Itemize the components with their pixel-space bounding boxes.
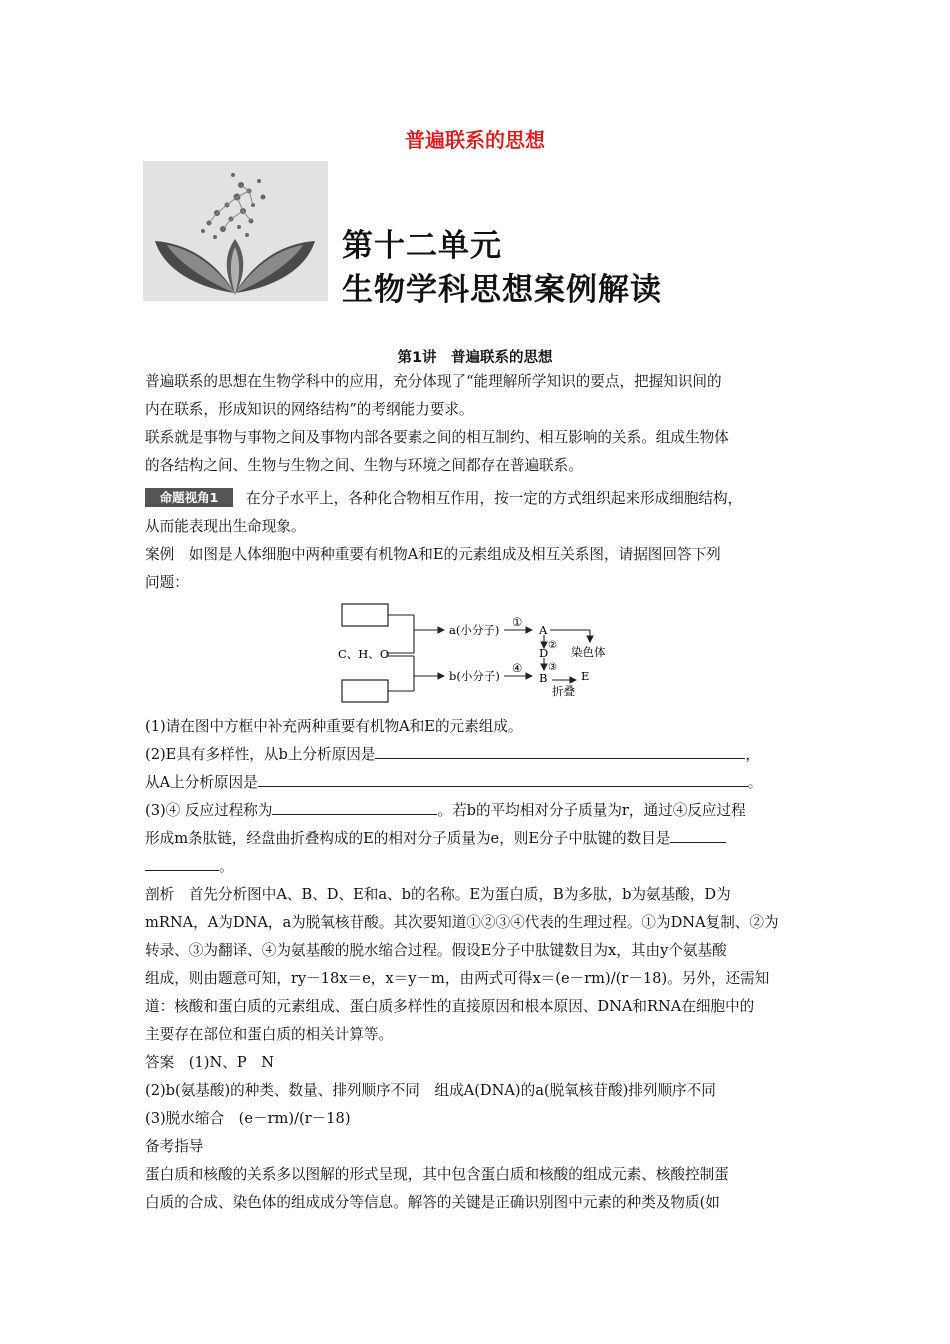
process-4: ④ xyxy=(512,661,523,675)
banner-illustration xyxy=(143,161,328,301)
fold-label: 折叠 xyxy=(552,684,575,698)
question-3b: 形成m条肽链，经盘曲折叠构成的E的相对分子质量为e，则E分子中肽键的数目是 xyxy=(145,825,726,853)
unit-number: 第十二单元 xyxy=(342,228,502,264)
perspective-line: 在分子水平上，各种化合物相互作用，按一定的方式组织起来形成细胞结构， xyxy=(246,490,743,507)
question-3c: 。 xyxy=(145,853,234,881)
guide-line: 白质的合成、染色体的组成成分等信息。解答的关键是正确识别图中元素的种类及物质(如 xyxy=(145,1194,720,1211)
answer-blank[interactable] xyxy=(670,828,726,843)
process-1: ① xyxy=(512,615,523,629)
process-3: ③ xyxy=(548,662,557,673)
analysis-line: 主要存在部位和蛋白质的相关计算等。 xyxy=(145,1026,394,1043)
perspective-line: 从而能表现出生命现象。 xyxy=(145,518,306,535)
lecture-title: 第1讲 普遍联系的思想 xyxy=(397,350,553,366)
analysis-line: 道：核酸和蛋白质的元素组成、蛋白质多样性的直接原因和根本原因、DNA和RNA在细胞中的 xyxy=(145,998,755,1015)
case-line: 案例 如图是人体细胞中两种重要有机物A和E的元素组成及相互关系图，请据图回答下列 xyxy=(145,546,721,563)
unit-subtitle: 生物学科思想案例解读 xyxy=(342,272,662,308)
analysis-line: 组成，则由题意可知，ry－18x＝e，x＝y－m，由两式可得x＝(e－rm)/(r－18)。另外，还需知 xyxy=(145,970,770,987)
answer-blank[interactable] xyxy=(375,744,745,759)
guide-title: 备考指导 xyxy=(145,1138,204,1155)
a-small-molecule: a(小分子) xyxy=(449,623,500,637)
question-1: (1)请在图中方框中补充两种重要有机物A和E的元素组成。 xyxy=(145,718,523,735)
intro-line: 联系就是事物与事物之间及事物内部各要素之间的相互制约、相互影响的关系。组成生物体 xyxy=(145,429,729,446)
perspective-badge: 命题视角1 xyxy=(145,488,233,507)
b-small-molecule: b(小分子) xyxy=(449,669,500,683)
node-E: E xyxy=(581,669,590,683)
guide-line: 蛋白质和核酸的关系多以图解的形式呈现，其中包含蛋白质和核酸的组成元素、核酸控制蛋 xyxy=(145,1166,729,1183)
analysis-line: 转录、③为翻译、④为氨基酸的脱水缩合过程。假设E分子中肽键数目为x，其由y个氨基酸 xyxy=(145,942,727,959)
unit-heading xyxy=(342,224,662,312)
question-2a: (2)E具有多样性，从b上分析原因是 ， xyxy=(145,746,760,763)
chno-label: C、H、O xyxy=(338,647,390,661)
answer-line: 答案 (1)N、P N xyxy=(145,1054,274,1071)
analysis-line: mRNA，A为DNA，a为脱氧核苷酸。其次要知道①②③④代表的生理过程。①为DNA复制、②为 xyxy=(145,914,779,931)
element-box-top xyxy=(342,604,388,626)
node-B: B xyxy=(539,671,548,685)
answer-blank[interactable] xyxy=(145,856,219,871)
leaf-molecule-icon xyxy=(143,161,328,301)
question-2b: 从A上分析原因是 。 xyxy=(145,774,763,791)
page-title: 普遍联系的思想 xyxy=(405,128,545,152)
analysis-line: 剖析 首先分析图中A、B、D、E和a、b的名称。E为蛋白质，B为多肽，b为氨基酸，D为 xyxy=(145,886,731,903)
relationship-diagram xyxy=(338,598,618,708)
intro-line: 内在联系，形成知识的网络结构”的考纲能力要求。 xyxy=(145,401,474,418)
answer-blank[interactable] xyxy=(272,800,437,815)
answer-line: (2)b(氨基酸)的种类、数量、排列顺序不同 组成A(DNA)的a(脱氧核苷酸)排列顺序不同 xyxy=(145,1082,716,1099)
process-2: ② xyxy=(548,640,557,651)
node-A: A xyxy=(539,623,548,637)
answer-blank[interactable] xyxy=(258,772,748,787)
intro-line: 普遍联系的思想在生物学科中的应用，充分体现了“能理解所学知识的要点，把握知识间的 xyxy=(145,373,722,390)
answer-line: (3)脱水缩合 (e－rm)/(r－18) xyxy=(145,1110,351,1127)
element-box-bottom xyxy=(342,680,388,702)
question-3a: (3)④ 反应过程称为 。若b的平均相对分子质量为r，通过④反应过程 xyxy=(145,802,746,819)
intro-line: 的各结构之间、生物与生物之间、生物与环境之间都存在普遍联系。 xyxy=(145,457,583,474)
chromosome-label: 染色体 xyxy=(571,645,606,659)
case-line: 问题： xyxy=(145,574,189,591)
node-D: D xyxy=(539,646,549,660)
